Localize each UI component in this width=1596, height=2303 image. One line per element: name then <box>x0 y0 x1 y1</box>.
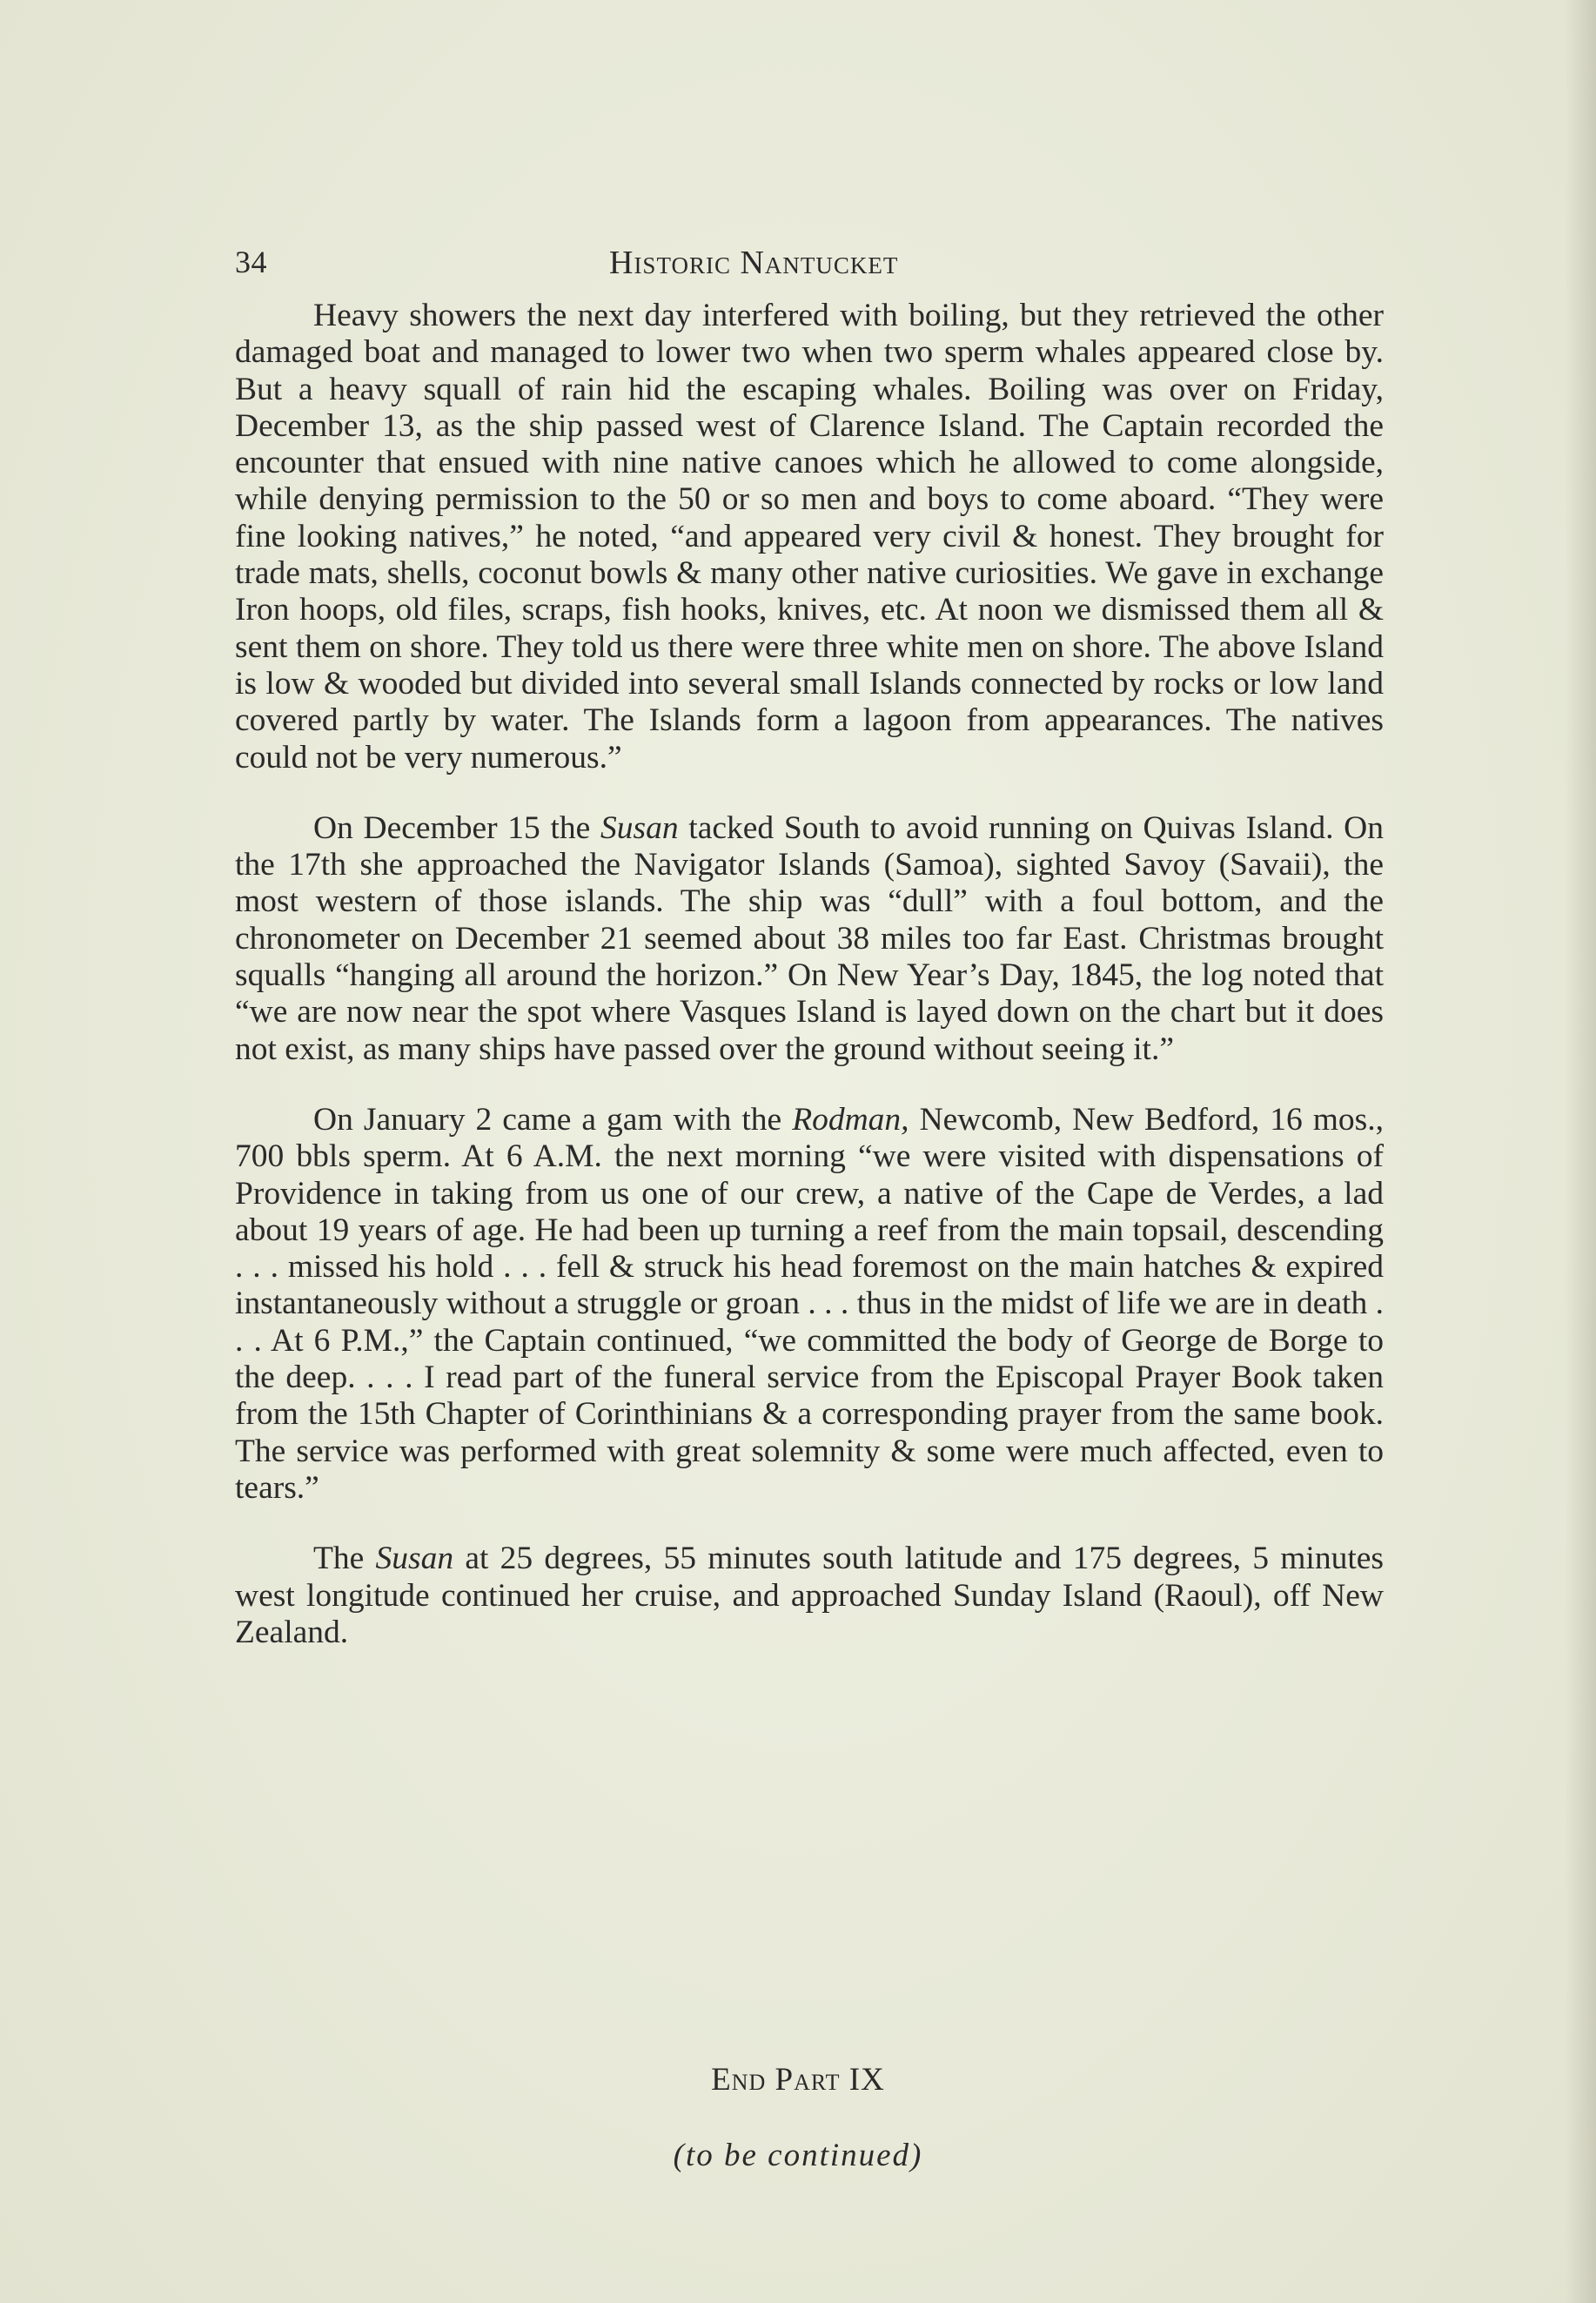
paragraph-text: Newcomb, New Bedford, 16 mos., 700 bbls sperm. At 6 A.M. the next morning “we were visited with dispensations of Providence in taking from us one of our crew, a native of the Cape de Verdes, a lad about 19 years of age. He had been up turning a reef from the main topsail, descending . . . missed his hold . . . fell & struck his head foremost on the main hatches & expired instantaneously without a struggle or groan . . . thus in the midst of life we are in death . . . At 6 P.M.,” the Captain continued, “we committed the body of George de Borge to the deep. . . . I read part of the funeral service from the Episcopal Prayer Book taken from the 15th Chapter of Corinthinians & a corresponding prayer from the same book. The service was performed with great solemnity & some were much affected, even to tears.” <box>235 1101 1384 1506</box>
ship-name: Rodman, <box>792 1101 909 1138</box>
ship-name: Susan <box>375 1541 454 1577</box>
paragraph <box>235 810 1384 1068</box>
article-body <box>235 298 1384 1651</box>
page-edge-shadow <box>1565 0 1596 2303</box>
ship-name: Susan <box>600 809 679 846</box>
running-title: Historic Nantucket <box>609 245 899 281</box>
paragraph <box>235 298 1384 776</box>
paragraph <box>235 1541 1384 1651</box>
page-number: 34 <box>235 245 267 279</box>
continued-note: (to be continued) <box>673 2138 923 2173</box>
paragraph-text: On December 15 the <box>313 809 601 846</box>
paragraph-text: On January 2 came a gam with the <box>313 1101 793 1138</box>
paragraph <box>235 1102 1384 1507</box>
paragraph-text: Heavy showers the next day interfered with boiling, but they retrieved the other damaged boat and managed to lower two when two sperm whales appeared close by. But a heavy squall of rain hid the escaping whales. Boiling was over on Friday, December 13, as the ship passed west of Clarence Island. The Captain recorded the encounter that ensued with nine native canoes which he allowed to come alongside, while denying permission to the 50 or so men and boys to come aboard. “They were fine looking natives,” he noted, “and appeared very civil & honest. They brought for trade mats, shells, coconut bowls & many other native curiosities. We gave in exchange Iron hoops, old files, scraps, fish hooks, knives, etc. At noon we dismissed them all & sent them on shore. They told us there were three white men on shore. The above Island is low & wooded but divided into several small Islands connected by rocks or low land covered partly by water. The Islands form a lagoon from appearances. The natives could not be very numerous.” <box>235 298 1384 776</box>
end-part-label: End Part IX <box>711 2062 885 2098</box>
paragraph-text: tacked South to avoid running on Quivas Island. On the 17th she approached the Navigator Islands (Samoa), sighted Savoy (Savaii), the most western of those islands. The ship was “dull” with a foul bottom, and the chronometer on December 21 seemed about 38 miles too far East. Christmas brought squalls “hanging all around the horizon.” On New Year’s Day, 1845, the log noted that “we are now near the spot where Vasques Island is layed down on the chart but it does not exist, as many ships have passed over the ground without seeing it.” <box>235 809 1384 1067</box>
paragraph-text: The <box>313 1541 376 1577</box>
paragraph-text: at 25 degrees, 55 minutes south latitude and 175 degrees, 5 minutes west longitude continued her cruise, and approached Sunday Island (Raoul), off New Zealand. <box>235 1541 1384 1650</box>
running-header <box>235 244 1392 287</box>
